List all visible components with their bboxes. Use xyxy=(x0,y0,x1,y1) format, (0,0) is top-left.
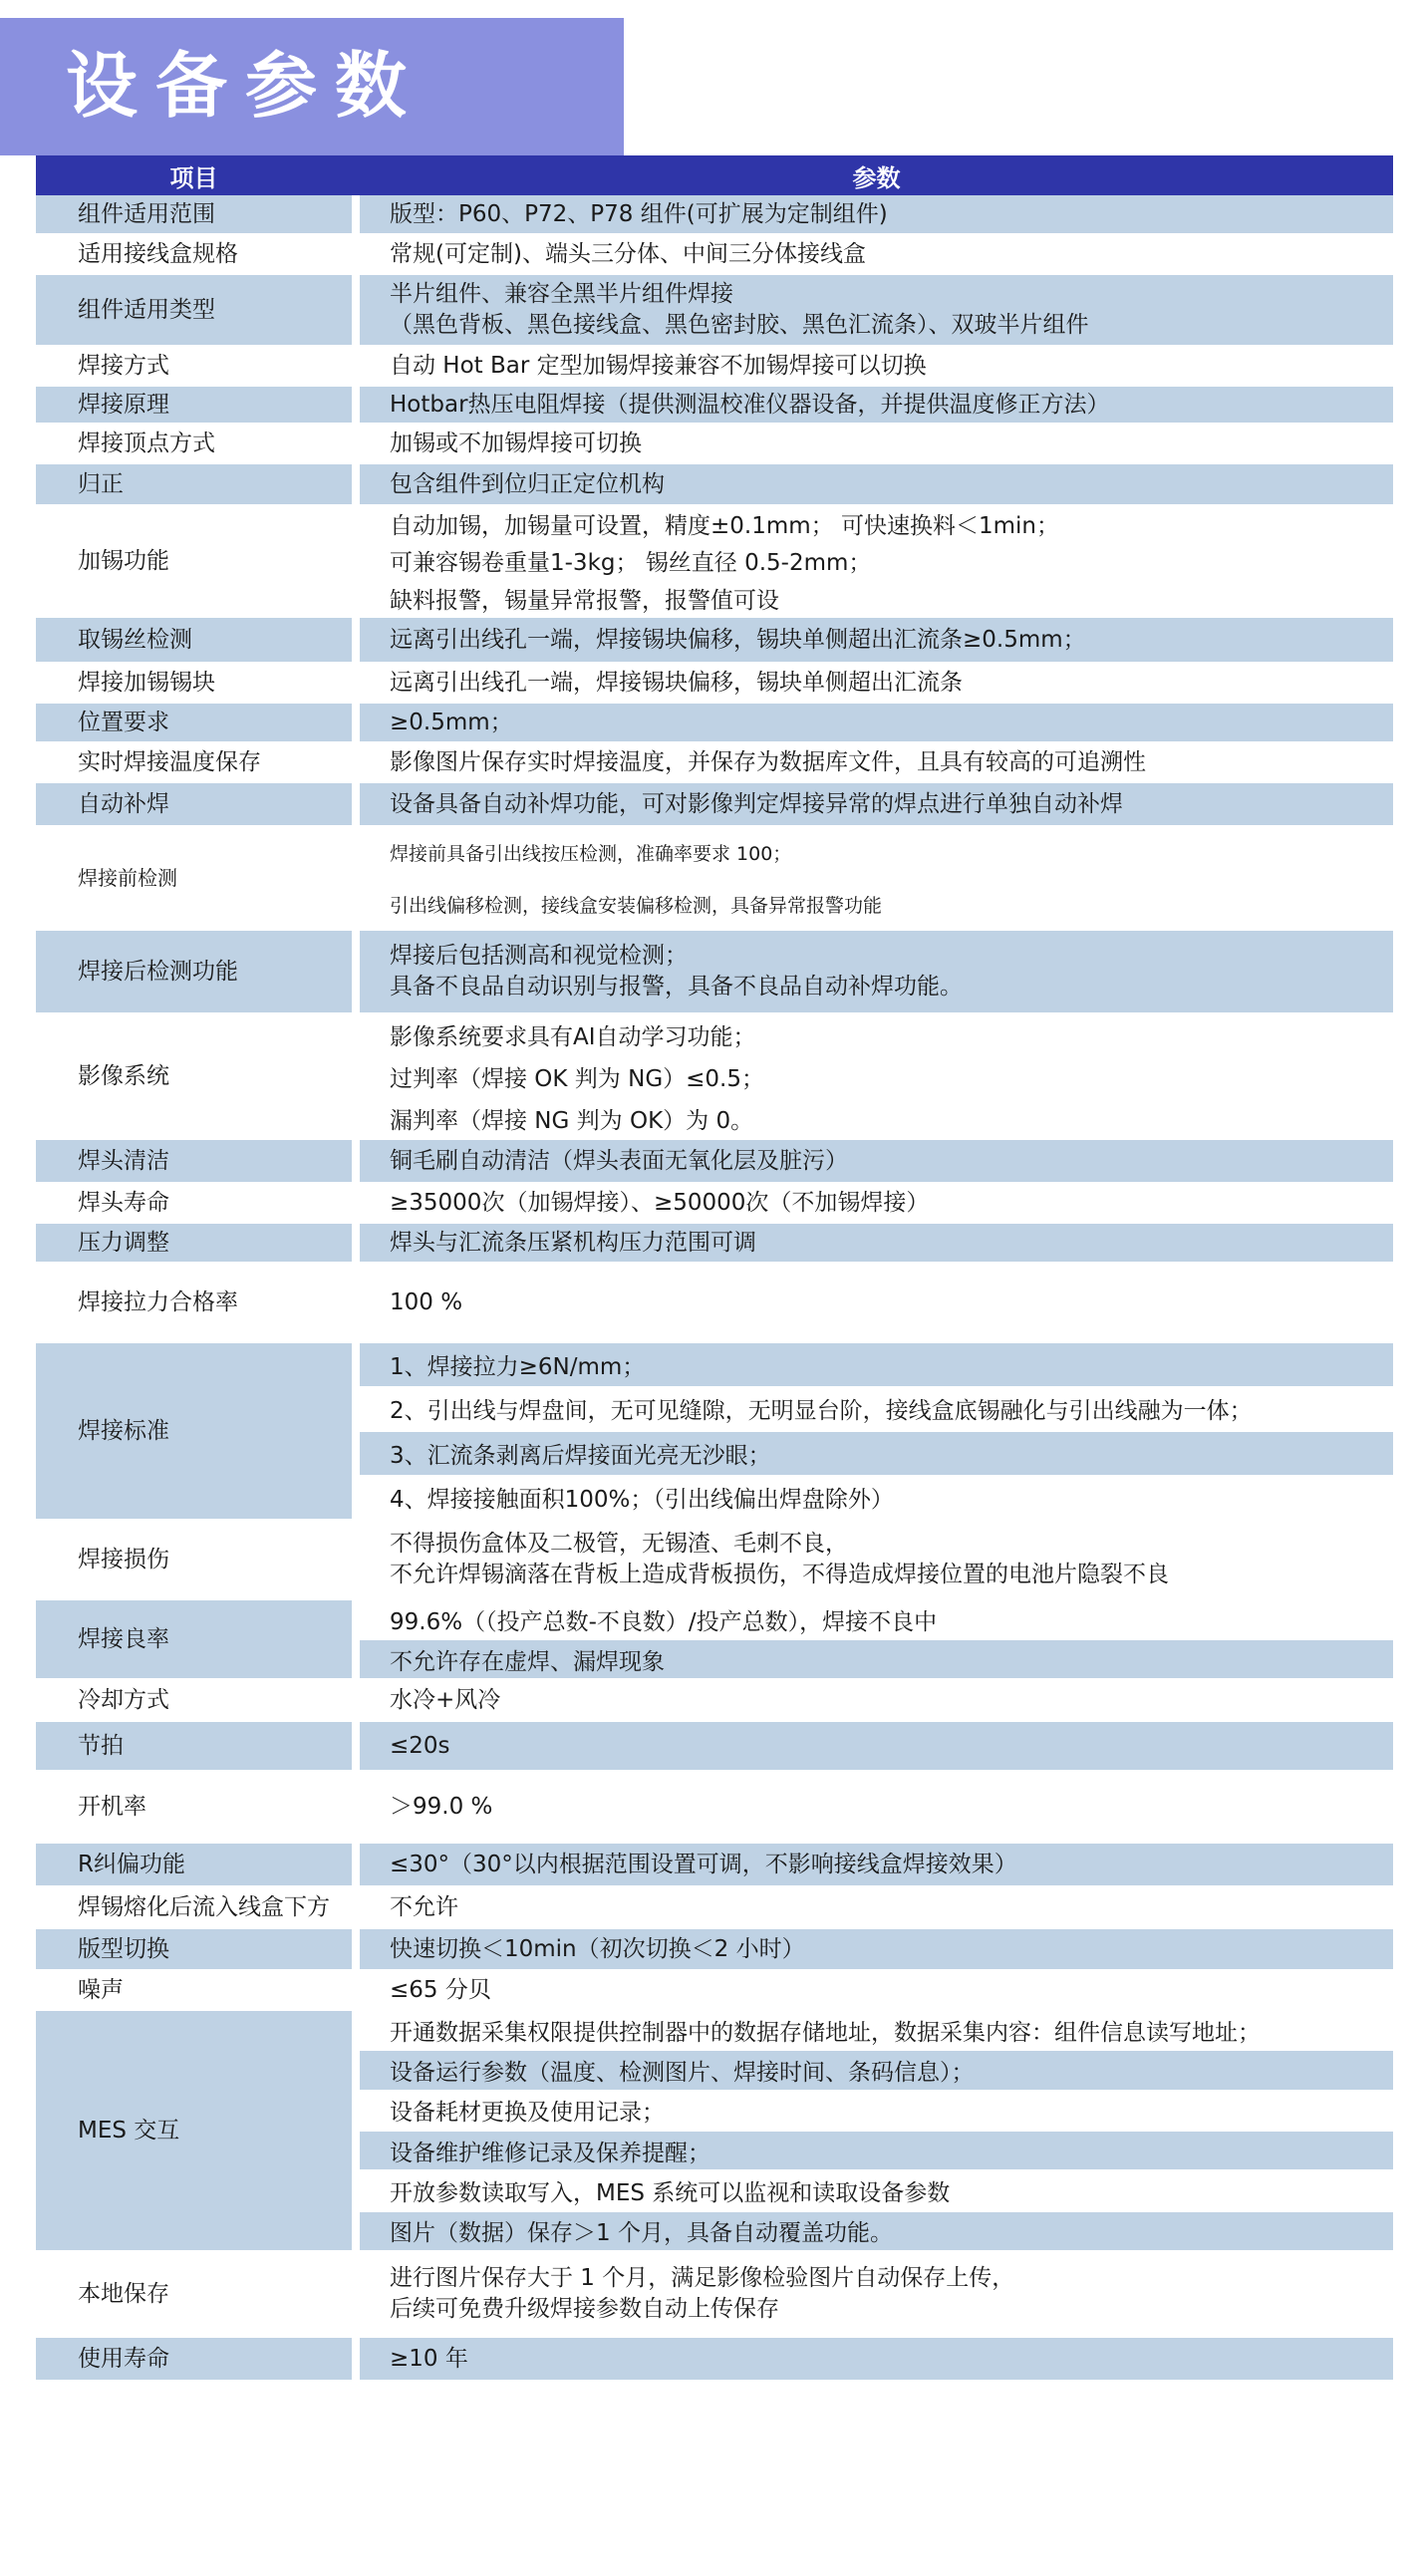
row-param-value xyxy=(360,704,1393,741)
table-row xyxy=(36,616,1393,662)
row-item-name: 加锡功能 xyxy=(78,548,169,574)
page-title: 设备参数 xyxy=(66,44,425,128)
row-item-name: 焊接后检测功能 xyxy=(78,959,238,985)
row-item-name: 焊接顶点方式 xyxy=(78,430,215,456)
table-row xyxy=(36,345,1393,385)
row-param-value xyxy=(360,275,1393,345)
row-param-value xyxy=(360,1600,1393,1678)
param-line: 过判率（焊接 OK 判为 NG）≤0.5； xyxy=(360,1054,1393,1096)
row-param-value xyxy=(360,464,1393,504)
row-param-value xyxy=(360,1971,1393,2009)
param-line: 加锡或不加锡焊接可切换 xyxy=(390,429,642,456)
param-line: 后续可免费升级焊接参数自动上传保存 xyxy=(390,2296,779,2322)
table-row xyxy=(36,1885,1393,1927)
table-row xyxy=(36,702,1393,741)
param-line: 水冷+风冷 xyxy=(390,1686,501,1713)
row-item-name: 焊头清洁 xyxy=(78,1148,169,1174)
row-item-name: 自动补焊 xyxy=(78,791,169,817)
param-line: 自动加锡，加锡量可设置，精度±0.1mm； 可快速换料＜1min； xyxy=(360,506,1393,541)
param-line: 焊接前具备引出线按压检测，准确率要求 100； xyxy=(360,827,1393,877)
param-line: 漏判率（焊接 NG 判为 OK）为 0。 xyxy=(360,1096,1393,1138)
param-line: 99.6%（（投产总数-不良数）/投产总数），焊接不良中 xyxy=(360,1600,1393,1638)
table-row xyxy=(36,504,1393,616)
row-param-value xyxy=(360,425,1393,462)
table-row xyxy=(36,2250,1393,2336)
row-item-name: 本地保存 xyxy=(78,2281,169,2307)
param-line: ≥35000次（加锡焊接）、≥50000次（不加锡焊接） xyxy=(390,1189,930,1216)
row-param-value xyxy=(360,1844,1393,1885)
column-header-item: 项目 xyxy=(169,163,218,192)
row-item-name: 节拍 xyxy=(78,1733,124,1759)
table-row xyxy=(36,781,1393,825)
row-item-name: 焊接前检测 xyxy=(78,866,177,890)
param-line: 设备具备自动补焊功能，可对影像判定焊接异常的焊点进行单独自动补焊 xyxy=(390,790,1123,817)
param-line: 不得损伤盒体及二极管，无锡渣、毛刺不良， xyxy=(390,1531,848,1557)
param-line: 引出线偏移检测，接线盒安装偏移检测，具备异常报警功能 xyxy=(360,877,1393,929)
row-item-name: 位置要求 xyxy=(78,710,169,735)
param-line: 3、汇流条剥离后焊接面光亮无沙眼； xyxy=(360,1430,1393,1475)
table-row xyxy=(36,1341,1393,1519)
param-line: ≤20s xyxy=(390,1732,450,1759)
row-param-value xyxy=(360,1224,1393,1262)
param-line: 具备不良品自动识别与报警，具备不良品自动补焊功能。 xyxy=(390,974,963,1000)
param-line: Hotbar热压电阻焊接（提供测温校准仪器设备，并提供温度修正方法） xyxy=(390,391,1110,418)
row-item-name: R纠偏功能 xyxy=(78,1852,185,1877)
param-line: 不允许存在虚焊、漏焊现象 xyxy=(360,1638,1393,1678)
row-item-name: 取锡丝检测 xyxy=(78,627,192,653)
param-line: ≥0.5mm； xyxy=(390,709,513,735)
row-item-name: 归正 xyxy=(78,471,124,497)
table-row xyxy=(36,2009,1393,2250)
param-line: 设备运行参数（温度、检测图片、焊接时间、条码信息）； xyxy=(360,2049,1393,2089)
param-line: 开放参数读取写入，MES 系统可以监视和读取设备参数 xyxy=(360,2169,1393,2209)
row-param-value xyxy=(360,1140,1393,1182)
param-line: （黑色背板、黑色接线盒、黑色密封胶、黑色汇流条）、双玻半片组件 xyxy=(390,312,1089,338)
row-item-name: 开机率 xyxy=(78,1794,146,1820)
row-item-name: 使用寿命 xyxy=(78,2346,169,2372)
param-line: 常规(可定制)、端头三分体、中间三分体接线盒 xyxy=(390,240,866,267)
row-param-value xyxy=(360,931,1393,1012)
table-row xyxy=(36,662,1393,702)
row-item-name: 焊接加锡锡块 xyxy=(78,670,215,696)
row-param-value xyxy=(360,1772,1393,1842)
param-line: 2、引出线与焊盘间，无可见缝隙，无明显台阶，接线盒底锡融化与引出线融为一体； xyxy=(360,1386,1393,1431)
row-param-value xyxy=(360,1264,1393,1341)
row-item-name: 焊锡熔化后流入线盒下方 xyxy=(78,1894,330,1920)
table-row xyxy=(36,929,1393,1012)
row-item-name: 焊接良率 xyxy=(78,1626,169,1652)
table-row xyxy=(36,1519,1393,1598)
row-param-value xyxy=(360,1521,1393,1598)
table-row xyxy=(36,1262,1393,1341)
row-param-value xyxy=(360,743,1393,781)
param-line: ≤65 分贝 xyxy=(390,1976,491,2003)
row-param-value xyxy=(360,783,1393,825)
param-line: 100 % xyxy=(390,1288,463,1315)
param-line: 开通数据采集权限提供控制器中的数据存储地址，数据采集内容：组件信息读写地址； xyxy=(360,2011,1393,2049)
spec-table xyxy=(36,155,1393,2380)
param-line: 快速切换＜10min（初次切换＜2 小时） xyxy=(390,1935,805,1962)
table-row xyxy=(36,1842,1393,1885)
row-item-name: 噪声 xyxy=(78,1977,124,2003)
row-item-name: 压力调整 xyxy=(78,1230,169,1256)
row-param-value xyxy=(360,195,1393,233)
param-line: 不允许 xyxy=(390,1893,458,1920)
row-param-value xyxy=(360,1929,1393,1969)
row-item-name: 焊接方式 xyxy=(78,353,169,379)
row-item-name: 焊接拉力合格率 xyxy=(78,1289,238,1315)
param-line: 版型：P60、P72、P78 组件(可扩展为定制组件) xyxy=(390,200,888,227)
title-banner xyxy=(0,18,624,155)
table-row xyxy=(36,462,1393,504)
param-line: 1、焊接拉力≥6N/mm； xyxy=(360,1343,1393,1386)
table-row xyxy=(36,1598,1393,1678)
param-line: 远离引出线孔一端，焊接锡块偏移，锡块单侧超出汇流条≥0.5mm； xyxy=(390,626,1086,653)
param-line: 不允许焊锡滴落在背板上造成背板损伤，不得造成焊接位置的电池片隐裂不良 xyxy=(390,1562,1169,1587)
param-line: 可兼容锡卷重量1-3kg； 锡丝直径 0.5-2mm； xyxy=(360,541,1393,578)
row-param-value xyxy=(360,1184,1393,1222)
row-item-name: MES 交互 xyxy=(78,2118,180,2144)
row-param-value xyxy=(360,618,1393,662)
param-line: 进行图片保存大于 1 个月，满足影像检验图片自动保存上传， xyxy=(390,2265,1015,2291)
row-param-value xyxy=(360,387,1393,423)
table-row xyxy=(36,1138,1393,1182)
row-item-name: 焊接原理 xyxy=(78,392,169,418)
table-row xyxy=(36,385,1393,423)
table-row xyxy=(36,195,1393,233)
param-line: 设备耗材更换及使用记录； xyxy=(360,2090,1393,2130)
table-row xyxy=(36,741,1393,781)
row-param-value xyxy=(360,1722,1393,1770)
row-item-name: 焊头寿命 xyxy=(78,1190,169,1216)
table-row xyxy=(36,423,1393,462)
row-param-value xyxy=(360,1343,1393,1519)
table-row xyxy=(36,1012,1393,1138)
row-param-value xyxy=(360,2338,1393,2380)
row-param-value xyxy=(360,2252,1393,2336)
row-param-value xyxy=(360,506,1393,616)
row-param-value xyxy=(360,827,1393,929)
row-item-name: 实时焊接温度保存 xyxy=(78,749,261,775)
row-param-value xyxy=(360,1014,1393,1138)
row-param-value xyxy=(360,1680,1393,1720)
param-line: ≥10 年 xyxy=(390,2345,468,2372)
table-row xyxy=(36,1182,1393,1222)
param-line: 铜毛刷自动清洁（焊头表面无氧化层及脏污） xyxy=(390,1147,848,1174)
row-item-name: 冷却方式 xyxy=(78,1687,169,1713)
param-line: 自动 Hot Bar 定型加锡焊接兼容不加锡焊接可以切换 xyxy=(390,352,927,379)
row-param-value xyxy=(360,235,1393,273)
param-line: 包含组件到位归正定位机构 xyxy=(390,470,665,497)
table-row xyxy=(36,1678,1393,1720)
column-header-param: 参数 xyxy=(852,163,901,192)
table-header xyxy=(36,155,1393,195)
row-item-name: 版型切换 xyxy=(78,1936,169,1962)
row-param-value xyxy=(360,664,1393,702)
param-line: 远离引出线孔一端，焊接锡块偏移，锡块单侧超出汇流条 xyxy=(390,669,963,696)
param-line: 4、焊接接触面积100%；（引出线偏出焊盘除外） xyxy=(360,1475,1393,1520)
table-row xyxy=(36,1720,1393,1770)
table-row xyxy=(36,273,1393,345)
table-row xyxy=(36,2336,1393,2380)
param-line: 半片组件、兼容全黑半片组件焊接 xyxy=(390,281,733,307)
table-body xyxy=(36,195,1393,2380)
param-line: 缺料报警，锡量异常报警，报警值可设 xyxy=(360,579,1393,616)
param-line: 影像图片保存实时焊接温度，并保存为数据库文件，且具有较高的可追溯性 xyxy=(390,748,1146,775)
param-line: 焊接后包括测高和视觉检测； xyxy=(390,943,688,969)
row-item-name: 组件适用类型 xyxy=(78,297,215,323)
row-param-value xyxy=(360,2011,1393,2250)
param-line: 设备维护维修记录及保养提醒； xyxy=(360,2130,1393,2169)
param-line: 图片（数据）保存＞1 个月，具备自动覆盖功能。 xyxy=(360,2210,1393,2250)
row-item-name: 影像系统 xyxy=(78,1063,169,1089)
table-row xyxy=(36,233,1393,273)
table-row xyxy=(36,1969,1393,2009)
table-row xyxy=(36,1927,1393,1969)
row-item-name: 适用接线盒规格 xyxy=(78,241,238,267)
param-line: ≤30°（30°以内根据范围设置可调，不影响接线盒焊接效果） xyxy=(390,1851,1017,1877)
row-item-name: 组件适用范围 xyxy=(78,201,215,227)
table-row xyxy=(36,1770,1393,1842)
row-item-name: 焊接损伤 xyxy=(78,1547,169,1573)
param-line: ＞99.0 % xyxy=(390,1793,493,1820)
row-param-value xyxy=(360,1887,1393,1927)
row-param-value xyxy=(360,347,1393,385)
row-item-name: 焊接标准 xyxy=(78,1418,169,1444)
param-line: 焊头与汇流条压紧机构压力范围可调 xyxy=(390,1229,756,1256)
table-row xyxy=(36,825,1393,929)
table-row xyxy=(36,1222,1393,1262)
param-line: 影像系统要求具有AI自动学习功能； xyxy=(360,1014,1393,1054)
